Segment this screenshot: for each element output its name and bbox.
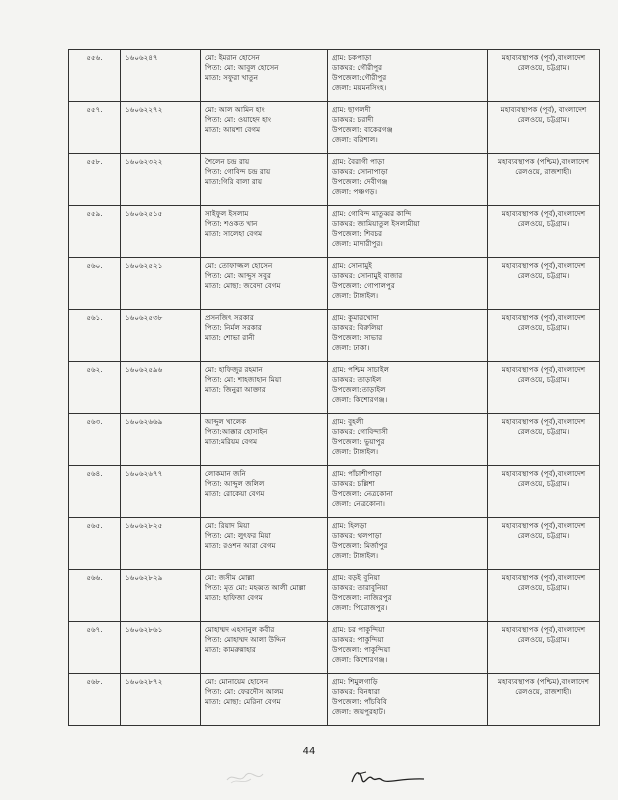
roll-number: ১৬০৬২৫২১ bbox=[125, 261, 163, 270]
posting-location: রেলওয়ে, চট্টগ্রাম। bbox=[517, 583, 570, 592]
name-cell bbox=[201, 50, 328, 102]
candidate-name: মো: হাফিজুর রহমান bbox=[205, 365, 263, 374]
posting-location: রেলওয়ে, চট্টগ্রাম। bbox=[517, 531, 570, 540]
mother-name: মাতা: হাফিজা বেগম bbox=[205, 593, 263, 602]
posting-office: মহাব্যবস্থাপক (পূর্ব), বাংলাদেশ bbox=[500, 105, 587, 114]
roll-cell bbox=[121, 570, 201, 622]
table-row bbox=[69, 466, 600, 518]
father-name: পিতা:আক্কার হোসাইন bbox=[205, 427, 268, 436]
upazila: উপজেলা: গোপালপুর bbox=[332, 281, 395, 290]
father-name: পিতা: আব্দুল জলিল bbox=[205, 479, 265, 488]
posting-cell bbox=[488, 102, 600, 154]
posting-cell bbox=[488, 206, 600, 258]
village: গ্রাম: বুহলী bbox=[332, 417, 364, 426]
table-row bbox=[69, 258, 600, 310]
candidate-table-body bbox=[69, 50, 600, 726]
posting-office: মহাব্যবস্থাপক (পূর্ব),বাংলাদেশ bbox=[501, 261, 586, 270]
roll-cell bbox=[121, 362, 201, 414]
serial-cell bbox=[69, 258, 121, 310]
candidate-table bbox=[68, 49, 600, 726]
serial-number: ৫৬২. bbox=[86, 365, 103, 374]
mother-name: মাতা: সফুরা খাতুন bbox=[205, 73, 259, 82]
posting-office: মহাব্যবস্থাপক (পূর্ব),বাংলাদেশ bbox=[501, 573, 586, 582]
posting-location: রেলওয়ে, চট্টগ্রাম। bbox=[517, 375, 570, 384]
mother-name: মাতা:গিরি বালা রায় bbox=[205, 177, 263, 186]
posting-cell bbox=[488, 518, 600, 570]
district: জেলা: ময়মনসিংহ। bbox=[332, 83, 387, 92]
serial-cell bbox=[69, 674, 121, 726]
district: জেলা: মাদারীপুর। bbox=[332, 239, 383, 248]
posting-cell bbox=[488, 674, 600, 726]
table-row bbox=[69, 362, 600, 414]
roll-cell bbox=[121, 258, 201, 310]
candidate-name: মো: আল আমিন হাং bbox=[205, 105, 265, 114]
posting-office: মহাব্যবস্থাপক (পূর্ব),বাংলাদেশ bbox=[501, 365, 586, 374]
post-office: ডাকঘর: তারাবুনিয়া bbox=[332, 583, 388, 592]
name-cell bbox=[201, 518, 328, 570]
serial-number: ৫৬৩. bbox=[86, 417, 103, 426]
serial-cell bbox=[69, 466, 121, 518]
posting-office: মহাব্যবস্থাপক (পশ্চিম),বাংলাদেশ bbox=[497, 677, 590, 686]
serial-number: ৫৫৭. bbox=[86, 105, 103, 114]
name-cell bbox=[201, 362, 328, 414]
roll-number: ১৬০৬২৪৭ bbox=[125, 53, 158, 62]
posting-cell bbox=[488, 622, 600, 674]
serial-number: ৫৬৮. bbox=[86, 677, 103, 686]
upazila: উপজেলা: মির্জাপুর bbox=[332, 541, 388, 550]
upazila: উপজেলা: দেবীগঞ্জ bbox=[332, 177, 388, 186]
roll-number: ১৬০৬২৫১৫ bbox=[125, 209, 163, 218]
name-cell bbox=[201, 154, 328, 206]
father-name: পিতা: নির্মল সরকার bbox=[205, 323, 262, 332]
serial-cell bbox=[69, 154, 121, 206]
post-office: ডাকঘর: সোনাপাড়া bbox=[332, 167, 388, 176]
candidate-name: মো: রিয়াদ মিয়া bbox=[205, 521, 250, 530]
serial-number: ৫৬৫. bbox=[86, 521, 103, 530]
serial-cell bbox=[69, 518, 121, 570]
ink-smudge bbox=[225, 770, 265, 786]
posting-location: রেলওয়ে, চট্টগ্রাম। bbox=[517, 323, 570, 332]
upazila: উপজেলা:তাড়াইল bbox=[332, 385, 386, 394]
village: গ্রাম: কুমারখোদা bbox=[332, 313, 379, 322]
candidate-name: মোহাম্মদ এহসানুল কবীর bbox=[205, 625, 275, 634]
mother-name: মাতা: মোছা: মেরিনা বেগম bbox=[205, 697, 281, 706]
upazila: উপজেলা: ভুয়াপুর bbox=[332, 437, 385, 446]
post-office: ডাকঘর: বিরুলিয়া bbox=[332, 323, 383, 332]
roll-cell bbox=[121, 622, 201, 674]
name-cell bbox=[201, 258, 328, 310]
serial-cell bbox=[69, 622, 121, 674]
roll-number: ১৬০৬২৮২৯ bbox=[125, 573, 163, 582]
mother-name: মাতা: আয়শা বেগম bbox=[205, 125, 261, 134]
address-cell bbox=[328, 258, 488, 310]
mother-name: মাতা: রোকেয়া বেগম bbox=[205, 489, 265, 498]
roll-number: ১৬০৬২৩২২ bbox=[125, 157, 163, 166]
table-row bbox=[69, 102, 600, 154]
roll-number: ১৬০৬২৬৬৯ bbox=[125, 417, 163, 426]
serial-number: ৫৬১. bbox=[86, 313, 103, 322]
roll-number: ১৬০৬২৮৭২ bbox=[125, 677, 163, 686]
name-cell bbox=[201, 622, 328, 674]
district: জেলা: পঞ্চগড়। bbox=[332, 187, 378, 196]
mother-name: মাতা:মরিয়ম বেগম bbox=[205, 437, 258, 446]
roll-cell bbox=[121, 518, 201, 570]
name-cell bbox=[201, 206, 328, 258]
father-name: পিতা: মো: ফেরদৌস আলম bbox=[205, 687, 284, 696]
table-row bbox=[69, 206, 600, 258]
serial-cell bbox=[69, 570, 121, 622]
post-office: ডাকঘর: জামিয়াতুল ইসলামীয়া bbox=[332, 219, 420, 228]
posting-location: রেলওয়ে, চট্টগ্রাম। bbox=[517, 635, 570, 644]
serial-number: ৫৫৬. bbox=[86, 53, 103, 62]
father-name: পিতা: মো: লুৎফর মিয়া bbox=[205, 531, 271, 540]
posting-location: রেলওয়ে, চট্টগ্রাম। bbox=[517, 115, 570, 124]
serial-number: ৫৬৭. bbox=[86, 625, 103, 634]
posting-office: মহাব্যবস্থাপক (পূর্ব),বাংলাদেশ bbox=[501, 313, 586, 322]
roll-cell bbox=[121, 310, 201, 362]
posting-cell bbox=[488, 258, 600, 310]
roll-number: ১৬০৬২৮২৫ bbox=[125, 521, 163, 530]
roll-cell bbox=[121, 102, 201, 154]
village: গ্রাম: শিমুলগাড়ি bbox=[332, 677, 378, 686]
posting-cell bbox=[488, 570, 600, 622]
candidate-name: শৈলেন চন্দ্র রায় bbox=[205, 157, 250, 166]
signature bbox=[348, 766, 428, 790]
roll-number: ১৬০৬২৮৬১ bbox=[125, 625, 163, 634]
serial-cell bbox=[69, 310, 121, 362]
post-office: ডাকঘর: চল্লিশা bbox=[332, 479, 375, 488]
district: জেলা: কিশোরগঞ্জ। bbox=[332, 655, 388, 664]
serial-number: ৫৬০. bbox=[86, 261, 103, 270]
name-cell bbox=[201, 414, 328, 466]
mother-name: মাতা: মোছা: জবেদা বেগম bbox=[205, 281, 281, 290]
address-cell bbox=[328, 362, 488, 414]
candidate-name: মো: তোফাজ্জল হোসেন bbox=[205, 261, 273, 270]
candidate-name: মো: ইমরান হোসেন bbox=[205, 53, 260, 62]
candidate-name: প্রসনজিৎ সরকার bbox=[205, 313, 254, 322]
name-cell bbox=[201, 674, 328, 726]
post-office: ডাকঘর: গোবিন্দাসী bbox=[332, 427, 388, 436]
upazila: উপজেলা: বাকেরগঞ্জ bbox=[332, 125, 393, 134]
upazila: উপজেলা: পাকুন্দিয়া bbox=[332, 645, 391, 654]
district: জেলা: ঢাকা। bbox=[332, 343, 370, 352]
address-cell bbox=[328, 414, 488, 466]
address-cell bbox=[328, 518, 488, 570]
district: জেলা: টাঙ্গাইল। bbox=[332, 551, 379, 560]
name-cell bbox=[201, 102, 328, 154]
serial-cell bbox=[69, 50, 121, 102]
post-office: ডাকঘর: গৌরীপুর bbox=[332, 63, 383, 72]
father-name: পিতা: মোহাম্মদ আলা উদ্দিন bbox=[205, 635, 286, 644]
village: গ্রাম: সোনামুই bbox=[332, 261, 373, 270]
village: গ্রাম: পাঁচাশীপাড়া bbox=[332, 469, 382, 478]
district: জেলা: টাঙ্গাইল। bbox=[332, 447, 379, 456]
roll-number: ১৬০৬২৫৩৮ bbox=[125, 313, 163, 322]
table-row bbox=[69, 570, 600, 622]
posting-cell bbox=[488, 414, 600, 466]
table-row bbox=[69, 414, 600, 466]
serial-number: ৫৫৮. bbox=[86, 157, 103, 166]
posting-office: মহাব্যবস্থাপক (পূর্ব),বাংলাদেশ bbox=[501, 521, 586, 530]
serial-number: ৫৫৯. bbox=[86, 209, 103, 218]
district: জেলা: জয়পুরহাট। bbox=[332, 707, 386, 716]
father-name: পিতা: মো: আবুল হোসেন bbox=[205, 63, 279, 72]
posting-office: মহাব্যবস্থাপক (পূর্ব),বাংলাদেশ bbox=[501, 469, 586, 478]
mother-name: মাতা: কামরুন্নাহার bbox=[205, 645, 256, 654]
father-name: পিতা: মো: আব্দুস সবুর bbox=[205, 271, 271, 280]
address-cell bbox=[328, 466, 488, 518]
posting-office: মহাব্যবস্থাপক (পূর্ব),বাংলাদেশ bbox=[501, 417, 586, 426]
posting-location: রেলওয়ে, চট্টগ্রাম। bbox=[517, 219, 570, 228]
posting-cell bbox=[488, 154, 600, 206]
table-row bbox=[69, 518, 600, 570]
village: গ্রাম: বড়ই বুনিয়া bbox=[332, 573, 380, 582]
roll-cell bbox=[121, 674, 201, 726]
upazila: উপজেলা: পাঁচবিবি bbox=[332, 697, 387, 706]
mother-name: মাতা: জিনুরা আক্তার bbox=[205, 385, 266, 394]
district: জেলা: বরিশাল। bbox=[332, 135, 378, 144]
upazila: উপজেলা: নেত্রকোনা bbox=[332, 489, 393, 498]
posting-cell bbox=[488, 310, 600, 362]
candidate-name: লোকমান জনি bbox=[205, 469, 246, 478]
roll-number: ১৬০৬২৫৯৬ bbox=[125, 365, 163, 374]
name-cell bbox=[201, 310, 328, 362]
roll-number: ১৬০৬২৬৭৭ bbox=[125, 469, 163, 478]
father-name: পিতা: মো: ওয়াহেদ হাং bbox=[205, 115, 272, 124]
upazila: উপজেলা:গৌরীপুর bbox=[332, 73, 387, 82]
posting-location: রেলওয়ে, রাজশাহী। bbox=[515, 687, 572, 696]
posting-location: রেলওয়ে, চট্টগ্রাম। bbox=[517, 271, 570, 280]
posting-office: মহাব্যবস্থাপক (পশ্চিম),বাংলাদেশ bbox=[497, 157, 590, 166]
father-name: পিতা: গোবিন্দ চন্দ্র রায় bbox=[205, 167, 271, 176]
mother-name: মাতা: সালেহা বেগম bbox=[205, 229, 263, 238]
serial-number: ৫৬৪. bbox=[86, 469, 103, 478]
candidate-name: মো: জসীম মোল্লা bbox=[205, 573, 255, 582]
address-cell bbox=[328, 622, 488, 674]
posting-office: মহাব্যবস্থাপক (পূর্ব),বাংলাদেশ bbox=[501, 625, 586, 634]
roll-cell bbox=[121, 206, 201, 258]
village: গ্রাম: বৈরাগী পাড়া bbox=[332, 157, 385, 166]
upazila: উপজেলা: নাজিরপুর bbox=[332, 593, 392, 602]
roll-cell bbox=[121, 50, 201, 102]
candidate-name: সাইফুল ইসলাম bbox=[205, 209, 249, 218]
posting-cell bbox=[488, 50, 600, 102]
posting-office: মহাব্যবস্থাপক (পূর্ব),বাংলাদেশ bbox=[501, 209, 586, 218]
posting-location: রেলওয়ে, চট্টগ্রাম। bbox=[517, 427, 570, 436]
address-cell bbox=[328, 674, 488, 726]
address-cell bbox=[328, 50, 488, 102]
serial-number: ৫৬৬. bbox=[86, 573, 103, 582]
table-row bbox=[69, 622, 600, 674]
post-office: ডাকঘর: চরাদী bbox=[332, 115, 374, 124]
upazila: উপজেলা: সাভার bbox=[332, 333, 383, 342]
serial-cell bbox=[69, 102, 121, 154]
village: গ্রাম: হিলড়া bbox=[332, 521, 367, 530]
post-office: ডাকঘর: থলপাড়া bbox=[332, 531, 382, 540]
post-office: ডাকঘর: পাকুন্দিয়া bbox=[332, 635, 384, 644]
post-office: ডাকঘর: সোনামুই বাজার bbox=[332, 271, 403, 280]
father-name: পিতা: মৃত মো: মহব্বত আলী মোল্লা bbox=[205, 583, 306, 592]
district: জেলা: কিশোরগঞ্জ। bbox=[332, 395, 388, 404]
posting-location: রেলওয়ে, চট্টগ্রাম। bbox=[517, 479, 570, 488]
name-cell bbox=[201, 466, 328, 518]
address-cell bbox=[328, 206, 488, 258]
village: গ্রাম: পশ্চিম সাচাইল bbox=[332, 365, 389, 374]
address-cell bbox=[328, 102, 488, 154]
address-cell bbox=[328, 310, 488, 362]
village: গ্রাম: চকপাড়া bbox=[332, 53, 372, 62]
roll-number: ১৬০৬২২৭২ bbox=[125, 105, 163, 114]
posting-cell bbox=[488, 466, 600, 518]
village: গ্রাম: ছাগলদী bbox=[332, 105, 371, 114]
address-cell bbox=[328, 570, 488, 622]
candidate-name: আব্দুল খালেক bbox=[205, 417, 247, 426]
table-row bbox=[69, 154, 600, 206]
posting-location: রেলওয়ে, রাজশাহী। bbox=[515, 167, 572, 176]
roll-cell bbox=[121, 466, 201, 518]
upazila: উপজেলা: শিবচর bbox=[332, 229, 383, 238]
district: জেলা: নেত্রকোনা। bbox=[332, 499, 385, 508]
district: জেলা: টাঙ্গাইল। bbox=[332, 291, 379, 300]
post-office: ডাকঘর: তাড়াইল bbox=[332, 375, 382, 384]
mother-name: মাতা: রওশন আরা বেগম bbox=[205, 541, 276, 550]
post-office: ডাকঘর: বিনধারা bbox=[332, 687, 380, 696]
name-cell bbox=[201, 570, 328, 622]
posting-office: মহাব্যবস্থাপক (পূর্ব),বাংলাদেশ bbox=[501, 53, 586, 62]
serial-cell bbox=[69, 362, 121, 414]
district: জেলা: পিরোজপুর। bbox=[332, 603, 388, 612]
roll-cell bbox=[121, 154, 201, 206]
address-cell bbox=[328, 154, 488, 206]
mother-name: মাতা: শোভা রানী bbox=[205, 333, 255, 342]
posting-cell bbox=[488, 362, 600, 414]
father-name: পিতা: শওকত খান bbox=[205, 219, 258, 228]
candidate-name: মো: মোনায়েম হোসেন bbox=[205, 677, 269, 686]
posting-location: রেলওয়ে, চট্টগ্রাম। bbox=[517, 63, 570, 72]
table-row bbox=[69, 310, 600, 362]
page-number: 44 bbox=[302, 746, 316, 757]
roll-cell bbox=[121, 414, 201, 466]
table-row bbox=[69, 50, 600, 102]
serial-cell bbox=[69, 414, 121, 466]
table-row bbox=[69, 674, 600, 726]
serial-cell bbox=[69, 206, 121, 258]
village: গ্রাম: গোবিন্দ মাতুব্বর কান্দি bbox=[332, 209, 412, 218]
village: গ্রাম: চর পাকুন্দিয়া bbox=[332, 625, 385, 634]
father-name: পিতা: মো: শাহজাহান মিয়া bbox=[205, 375, 282, 384]
